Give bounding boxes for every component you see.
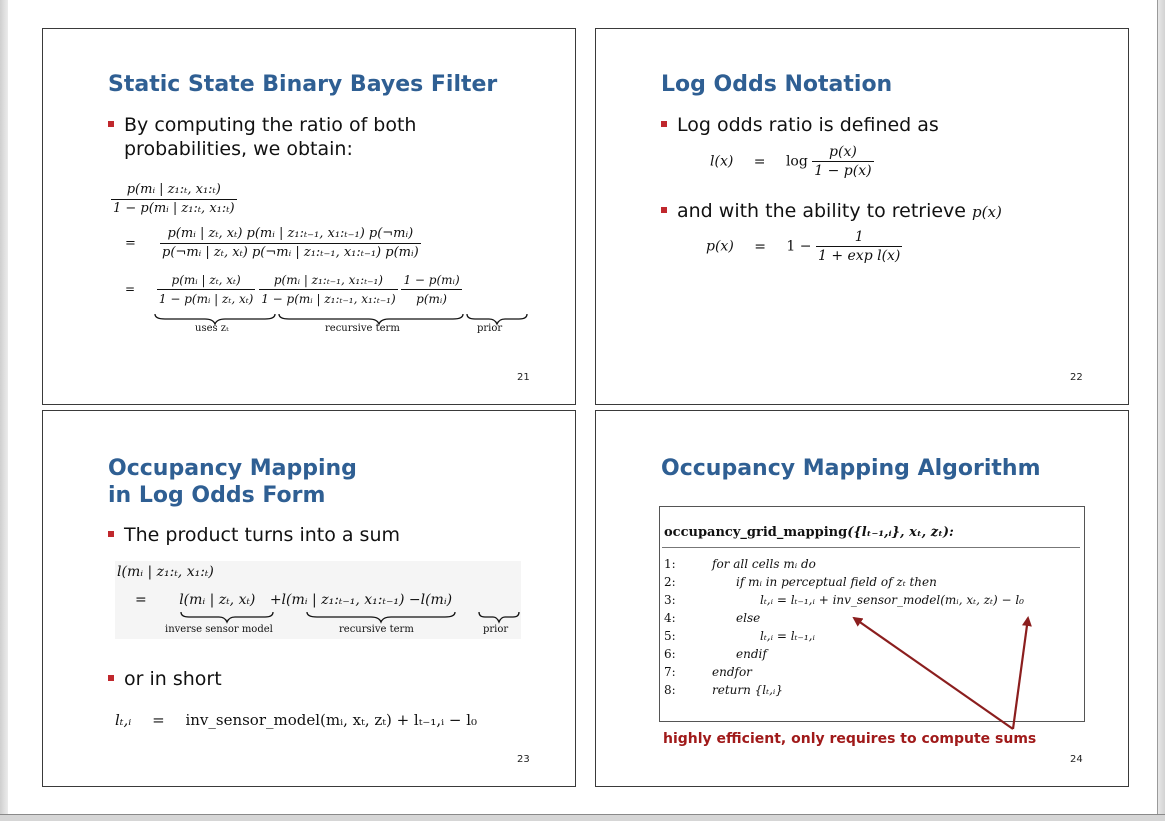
fraction-numerator: p(mᵢ | zₜ, xₜ) <box>157 271 255 290</box>
bullet-item <box>124 113 416 161</box>
viewer-scrollbar[interactable] <box>1157 0 1165 820</box>
fraction-numerator: 1 <box>816 228 902 247</box>
bullet-marker-icon <box>108 675 114 681</box>
fraction-numerator: p(mᵢ | zₜ, xₜ) p(mᵢ | z₁:ₜ₋₁, x₁:ₜ₋₁) p(¬mᵢ) <box>160 225 421 244</box>
equation-sum: = l(mᵢ | zₜ, xₜ) +l(mᵢ | z₁:ₜ₋₁, x₁:ₜ₋₁) −l(mᵢ) <box>135 592 453 608</box>
equation-short: lₜ,ᵢ = inv_sensor_model(mᵢ, xₜ, zₜ) + lₜ₋₁,ᵢ − l₀ <box>115 711 478 729</box>
fraction-denominator: 1 − p(x) <box>814 163 872 179</box>
fraction-denominator: 1 − p(mᵢ | z₁:ₜ, x₁:ₜ) <box>113 201 235 216</box>
algo-line-number: 7: <box>664 665 676 679</box>
brace-label: prior <box>477 323 503 334</box>
slide-title <box>108 455 357 509</box>
algo-line-number: 6: <box>664 647 676 661</box>
slide-title: Occupancy Mapping Algorithm <box>661 456 1041 481</box>
brace-label: recursive term <box>339 624 414 635</box>
equation-log-odds: l(x) = log $\frac{p(x)}{1 - p(x)}$ <box>710 144 872 179</box>
fraction-denominator: 1 − p(mᵢ | zₜ, xₜ) <box>158 292 254 306</box>
bullet-text: or in short <box>124 668 222 690</box>
equation-retrieve: p(x) = 1 − $\frac{1}{\text{1 + exp l(x)}}$ <box>706 229 901 264</box>
brace-label: inverse sensor model <box>165 624 273 635</box>
fraction-numerator: p(mᵢ | z₁:ₜ, x₁:ₜ) <box>111 181 237 200</box>
viewer-left-edge <box>0 0 8 820</box>
algo-line-number: 3: <box>664 593 676 607</box>
equation-lhs: p(x) <box>706 238 734 255</box>
fraction-denominator: p(mᵢ) <box>416 292 447 306</box>
algorithm-args: ({lₜ₋₁,ᵢ}, xₜ, zₜ): <box>847 525 954 540</box>
page-number: 23 <box>517 754 530 765</box>
bullet-marker-icon <box>108 531 114 537</box>
algo-line-text: return {lₜ,ᵢ} <box>712 683 783 697</box>
fraction-numerator: p(mᵢ | z₁:ₜ₋₁, x₁:ₜ₋₁) <box>259 271 397 290</box>
slide-24 <box>595 410 1129 787</box>
bullet-item <box>677 199 1002 224</box>
equation-line-3: = $\frac{\text{p(mᵢ | zₜ, xₜ)}}{\text{1 − p(mᵢ | zₜ, xₜ)}}$ $\frac{\text{p(mᵢ | z₁:ₜ₋₁, x₁:ₜ₋₁)}}{\text{1 − p(mᵢ | z₁:ₜ₋₁, x₁:ₜ₋₁)}}$ $\frac{\text{1 − p(mᵢ)}}{\text{p(mᵢ)}}$ <box>125 273 460 306</box>
algo-line-number: 5: <box>664 629 676 643</box>
equation-prefix: 1 − <box>786 238 812 255</box>
arrow-to-subtraction-icon <box>1013 618 1028 729</box>
algo-line-text: if mᵢ in perceptual field of zₜ then <box>736 575 937 589</box>
algo-line-text: endif <box>736 647 767 661</box>
algo-line-text: else <box>736 611 761 625</box>
bullet-text: and with the ability to retrieve <box>677 200 966 222</box>
slide-23 <box>42 410 576 787</box>
arrow-to-sum-icon <box>854 618 1013 729</box>
bullet-marker-icon <box>108 121 114 127</box>
underbrace-group <box>179 610 521 624</box>
equation-term: +l(mᵢ | z₁:ₜ₋₁, x₁:ₜ₋₁) <box>269 592 405 608</box>
brace-label: prior <box>483 624 509 635</box>
equation-term: l(mᵢ | zₜ, xₜ) <box>179 592 256 608</box>
efficiency-note: highly efficient, only requires to compute sums <box>663 731 1037 747</box>
equation-lhs: l(x) <box>710 153 734 170</box>
algorithm-name: occupancy_grid_mapping <box>664 525 848 540</box>
brace-label: recursive term <box>325 323 400 334</box>
slide-title: Log Odds Notation <box>661 72 893 97</box>
fraction-denominator: p(¬mᵢ | zₜ, xₜ) p(¬mᵢ | z₁:ₜ₋₁, x₁:ₜ₋₁) p(mᵢ) <box>162 245 419 260</box>
bullet-line: By computing the ratio of both <box>124 114 417 136</box>
equation-rhs: inv_sensor_model(mᵢ, xₜ, zₜ) + lₜ₋₁,ᵢ − l₀ <box>185 711 478 729</box>
title-line: Occupancy Mapping <box>108 456 357 481</box>
fraction-numerator: p(x) <box>812 143 873 162</box>
algo-line-text: lₜ,ᵢ = lₜ₋₁,ᵢ + inv_sensor_model(mᵢ, xₜ, zₜ) − l₀ <box>760 593 1024 607</box>
equation-line-2: = $\frac{\text{p(mᵢ | zₜ, xₜ) p(mᵢ | z₁:ₜ₋₁, x₁:ₜ₋₁) p(¬mᵢ)}}{\text{p(¬mᵢ | zₜ, xₜ) p(¬mᵢ | z₁:ₜ₋₁, x₁:ₜ₋₁) p(mᵢ)}}$ <box>125 226 419 260</box>
algo-line-number: 2: <box>664 575 676 589</box>
fraction-numerator: 1 − p(mᵢ) <box>401 271 461 290</box>
algo-line-number: 4: <box>664 611 676 625</box>
page-number: 22 <box>1070 372 1083 383</box>
bullet-item <box>124 523 400 547</box>
page-number: 24 <box>1070 754 1083 765</box>
algo-line-text: lₜ,ᵢ = lₜ₋₁,ᵢ <box>760 629 815 643</box>
log-operator: log <box>785 153 808 170</box>
fraction-denominator: 1 − p(mᵢ | z₁:ₜ₋₁, x₁:ₜ₋₁) <box>261 292 396 306</box>
page-number: 21 <box>517 372 530 383</box>
algo-line-text: endfor <box>712 665 752 679</box>
slide-21 <box>42 28 576 405</box>
bullet-text: The product turns into a sum <box>124 524 401 546</box>
fraction-denominator: 1 + exp l(x) <box>817 248 901 264</box>
bullet-item <box>677 113 939 137</box>
equation-ratio <box>111 181 237 218</box>
bullet-marker-icon <box>661 207 667 213</box>
algo-line-text: for all cells mᵢ do <box>712 557 816 571</box>
slide-title: Static State Binary Bayes Filter <box>108 72 498 97</box>
inline-math: p(x) <box>972 203 1002 221</box>
title-line: in Log Odds Form <box>108 483 326 508</box>
brace-label: uses zₜ <box>195 323 229 334</box>
algo-line-number: 8: <box>664 683 676 697</box>
algo-line-number: 1: <box>664 557 676 571</box>
bullet-text: Log odds ratio is defined as <box>677 114 939 136</box>
bullet-item <box>124 667 222 691</box>
equation-lhs: lₜ,ᵢ <box>115 711 132 729</box>
equation-lhs: l(mᵢ | z₁:ₜ, x₁:ₜ) <box>117 564 214 580</box>
bullet-line: probabilities, we obtain: <box>124 138 353 160</box>
slide-22 <box>595 28 1129 405</box>
equation-term: −l(mᵢ) <box>408 592 453 608</box>
bullet-marker-icon <box>661 121 667 127</box>
